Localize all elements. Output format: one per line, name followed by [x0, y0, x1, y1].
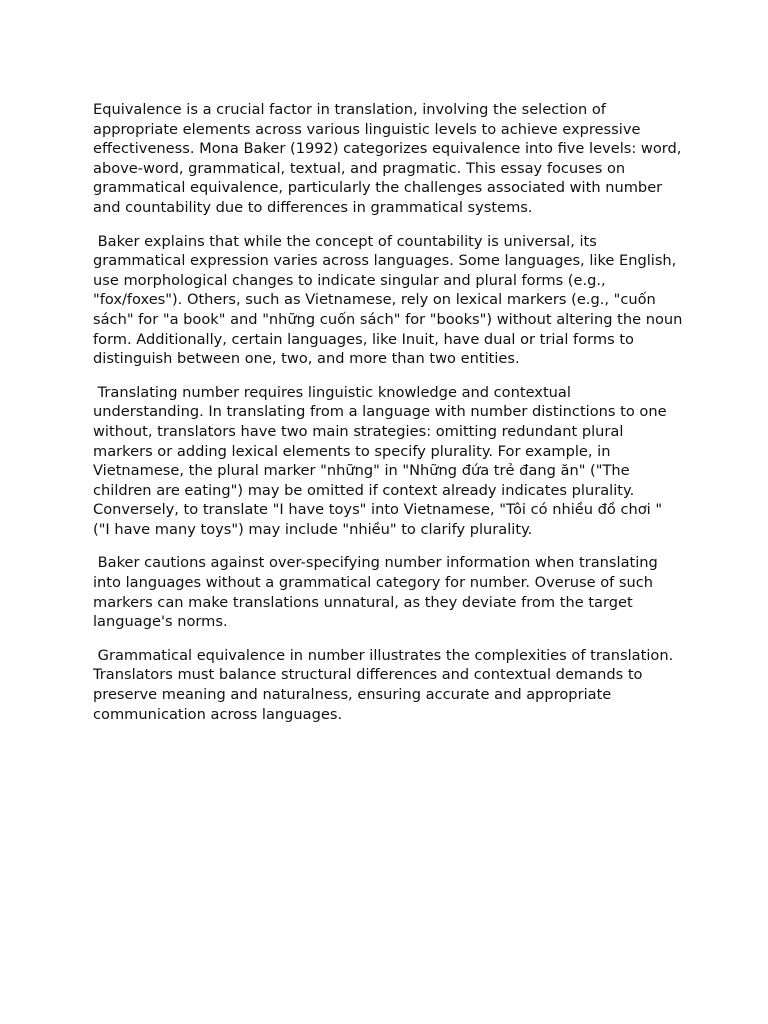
paragraph-translating-number: Translating number requires linguistic knowledge and contextual understanding. In translating from a language with number distinctions to one without, translators have two main strategies: omitting redundant plural markers or adding lexical elements to specify plurality. For example, in Vietnamese, the plural marker "những" in "Những đứa trẻ đang ăn" ("The children are eating") may be omitted if context already indicates plurality. Conversely, to translate "I have toys" into Vietnamese, "Tôi có nhiều đồ chơi " ("I have many toys") may include "nhiều" to clarify plurality.: [93, 383, 672, 538]
document-body: [93, 100, 688, 738]
paragraph-caution: Baker cautions against over-specifying number information when translating into languages without a grammatical category for number. Overuse of such markers can make translations unnatural, as they deviate from the target language's norms.: [93, 554, 663, 631]
paragraph-intro: Equivalence is a crucial factor in translation, involving the selection of appropriate elements across various linguistic levels to achieve expressive effectiveness. Mona Baker (1992) categorizes equivalence into five levels: word, above-word, grammatical, textual, and pragmatic. This essay focuses on grammatical equivalence, particularly the challenges associated with number and countability due to differences in grammatical systems.: [93, 101, 687, 216]
paragraph-conclusion: Grammatical equivalence in number illustrates the complexities of translation. Translators must balance structural differences and contextual demands to preserve meaning and naturalness, ensuring accurate and appropriate communication across languages.: [93, 646, 678, 723]
paragraph-countability: Baker explains that while the concept of countability is universal, its grammatical expression varies across languages. Some languages, like English, use morphological changes to indicate singular and plural forms (e.g., "fox/foxes"). Others, such as Vietnamese, rely on lexical markers (e.g., "cuốn sách" for "a book" and "những cuốn sách" for "books") without altering the noun form. Additionally, certain languages, like Inuit, have dual or trial forms to distinguish between one, two, and more than two entities.: [93, 232, 688, 368]
